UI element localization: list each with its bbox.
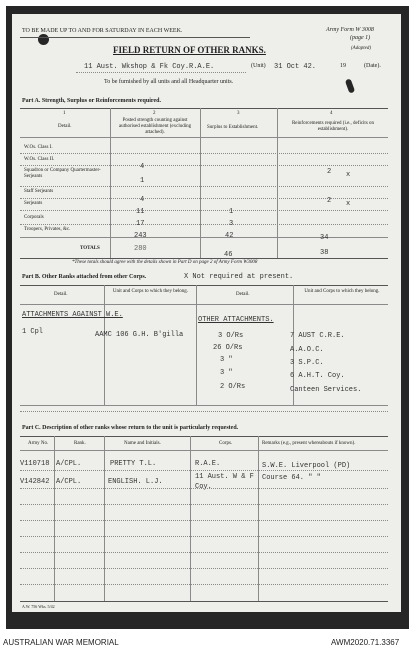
row-detail: Staff Serjeants [24,189,54,194]
posted-value: 17 [136,220,145,228]
army-number: V142842 [20,478,50,486]
col-header-posted: Posted strength counting against authorised establishment (excluding attached). [118,118,192,135]
reinforcement-value: 2 [327,168,332,176]
form-title: FIELD RETURN OF OTHER RANKS. [113,45,266,55]
attached-unit: 7 AUST C.R.E. [290,332,345,340]
col-header-detail: Detail. [54,292,68,297]
name-initials: ENGLISH. L.J. [108,478,163,486]
col-header-detail: Detail. [236,292,250,297]
row-detail: Troopers, Privates, &c. [24,227,71,232]
posted-value: 4 [140,196,145,204]
other-attachments: OTHER ATTACHMENTS. [198,316,274,324]
col-header-name: Name and Initials. [124,441,161,446]
part-b-note: X Not required at present. [184,273,294,281]
row-detail: W.Os. Class II. [24,157,55,162]
year-label: 19 [340,63,346,69]
attached-unit: A.A.O.C. [290,346,324,354]
row-detail: Serjeants [24,201,43,206]
reinforcement-value: 2 [327,197,332,205]
attached-detail: 3 " [220,356,233,364]
attached-detail: 1 Cpl [22,328,44,336]
name-initials: PRETTY T.L. [110,460,157,468]
col-header-corps: Corps. [219,441,233,446]
reinforcement-value: 34 [320,234,329,242]
part-a-heading: Part A. Strength, Surplus or Reinforcements required. [22,98,161,104]
unit-name: 11 Aust. Wkshop & Fk Coy.R.A.E. [84,63,215,71]
total-posted: 280 [134,245,147,253]
total-reinforcements: 38 [320,249,329,257]
remarks: Course 64. " " [262,474,321,482]
attachments-against-we: ATTACHMENTS AGAINST W.E. [22,311,123,319]
form-reference: Army Form W 3008 [326,27,374,33]
footer-credit: AUSTRALIAN WAR MEMORIAL [3,638,119,647]
part-b-heading: Part B. Other Ranks attached from other Corps. [22,274,147,280]
attached-detail: 3 " [220,369,233,377]
col-header-rank: Rank. [74,441,86,446]
corps: R.A.E. [195,460,221,468]
col-header-surplus: Surplus to Establishment. [207,125,259,130]
adapted-label: (Adapted) [351,46,371,51]
attached-detail: 3 O/Rs [218,332,244,340]
row-detail: Squadron or Company Quartermaster-Serjeants [24,168,101,179]
posted-value: 4 [140,163,145,171]
top-note: TO BE MADE UP TO AND FOR SATURDAY IN EACH WEEK. [22,28,183,34]
col-header-army-no: Army No. [28,441,49,446]
surplus-value: 1 [229,208,234,216]
row-detail: W.Os. Class I. [24,145,53,150]
footer-accession: AWM2020.71.3367 [331,638,400,647]
attached-unit: 6 A.H.T. Coy. [290,372,345,380]
rank: A/CPL. [56,460,82,468]
totals-footnote: *These totals should agree with the details shown in Part D on page 2 of Army Form W3008 [72,260,258,265]
row-detail: Corporals [24,215,44,220]
surplus-value: 42 [225,232,234,240]
reinforcement-mark: x [346,200,351,208]
page-number: (page 1) [350,35,371,41]
unit-label: (Unit) [251,63,266,69]
col-number: 4 [330,111,333,116]
corps: 11 Aust. W & F Coy. [195,473,254,491]
col-number: 2 [153,111,156,116]
army-number: V110718 [20,460,50,468]
totals-label: TOTALS [80,246,100,251]
col-header-remarks: Remarks (e.g., present whereabouts if known). [262,441,356,446]
punch-hole [38,34,49,45]
return-date: 31 Oct 42. [274,63,317,71]
col-header-reinforcements: Reinforcements required (i.e., deficits on establishment). [291,121,375,132]
reinforcement-mark: x [346,171,351,179]
attached-unit: 3 S.P.C. [290,359,324,367]
rank: A/CPL. [56,478,82,486]
print-code: A.W. 756 Wks. 5/42 [22,604,55,609]
posted-value: 1 [140,177,145,185]
posted-value: 243 [134,232,147,240]
col-header-detail: Detail. [58,124,72,129]
col-number: 1 [63,111,66,116]
attached-detail: 2 O/Rs [220,383,246,391]
surplus-value: 3 [229,220,234,228]
instruction: To be furnished by all units and all Headquarter units. [104,79,234,85]
col-header-unit-corps: Unit and Corps to which they belong. [112,289,189,294]
posted-value: 11 [136,208,145,216]
attached-unit: Canteen Services. [290,386,362,394]
total-surplus: 46 [224,251,233,259]
col-header-unit-corps: Unit and Corps to which they belong. [304,289,380,294]
date-label: (Date). [364,63,381,69]
part-c-heading: Part C. Description of other ranks whose return to the unit is particularly requested. [22,425,239,431]
attached-unit: AAMC 106 G.H. B'gilla [95,331,184,339]
col-number: 3 [237,111,240,116]
attached-detail: 26 O/Rs [213,344,243,352]
remarks: S.W.E. Liverpool (PD) [262,462,351,470]
